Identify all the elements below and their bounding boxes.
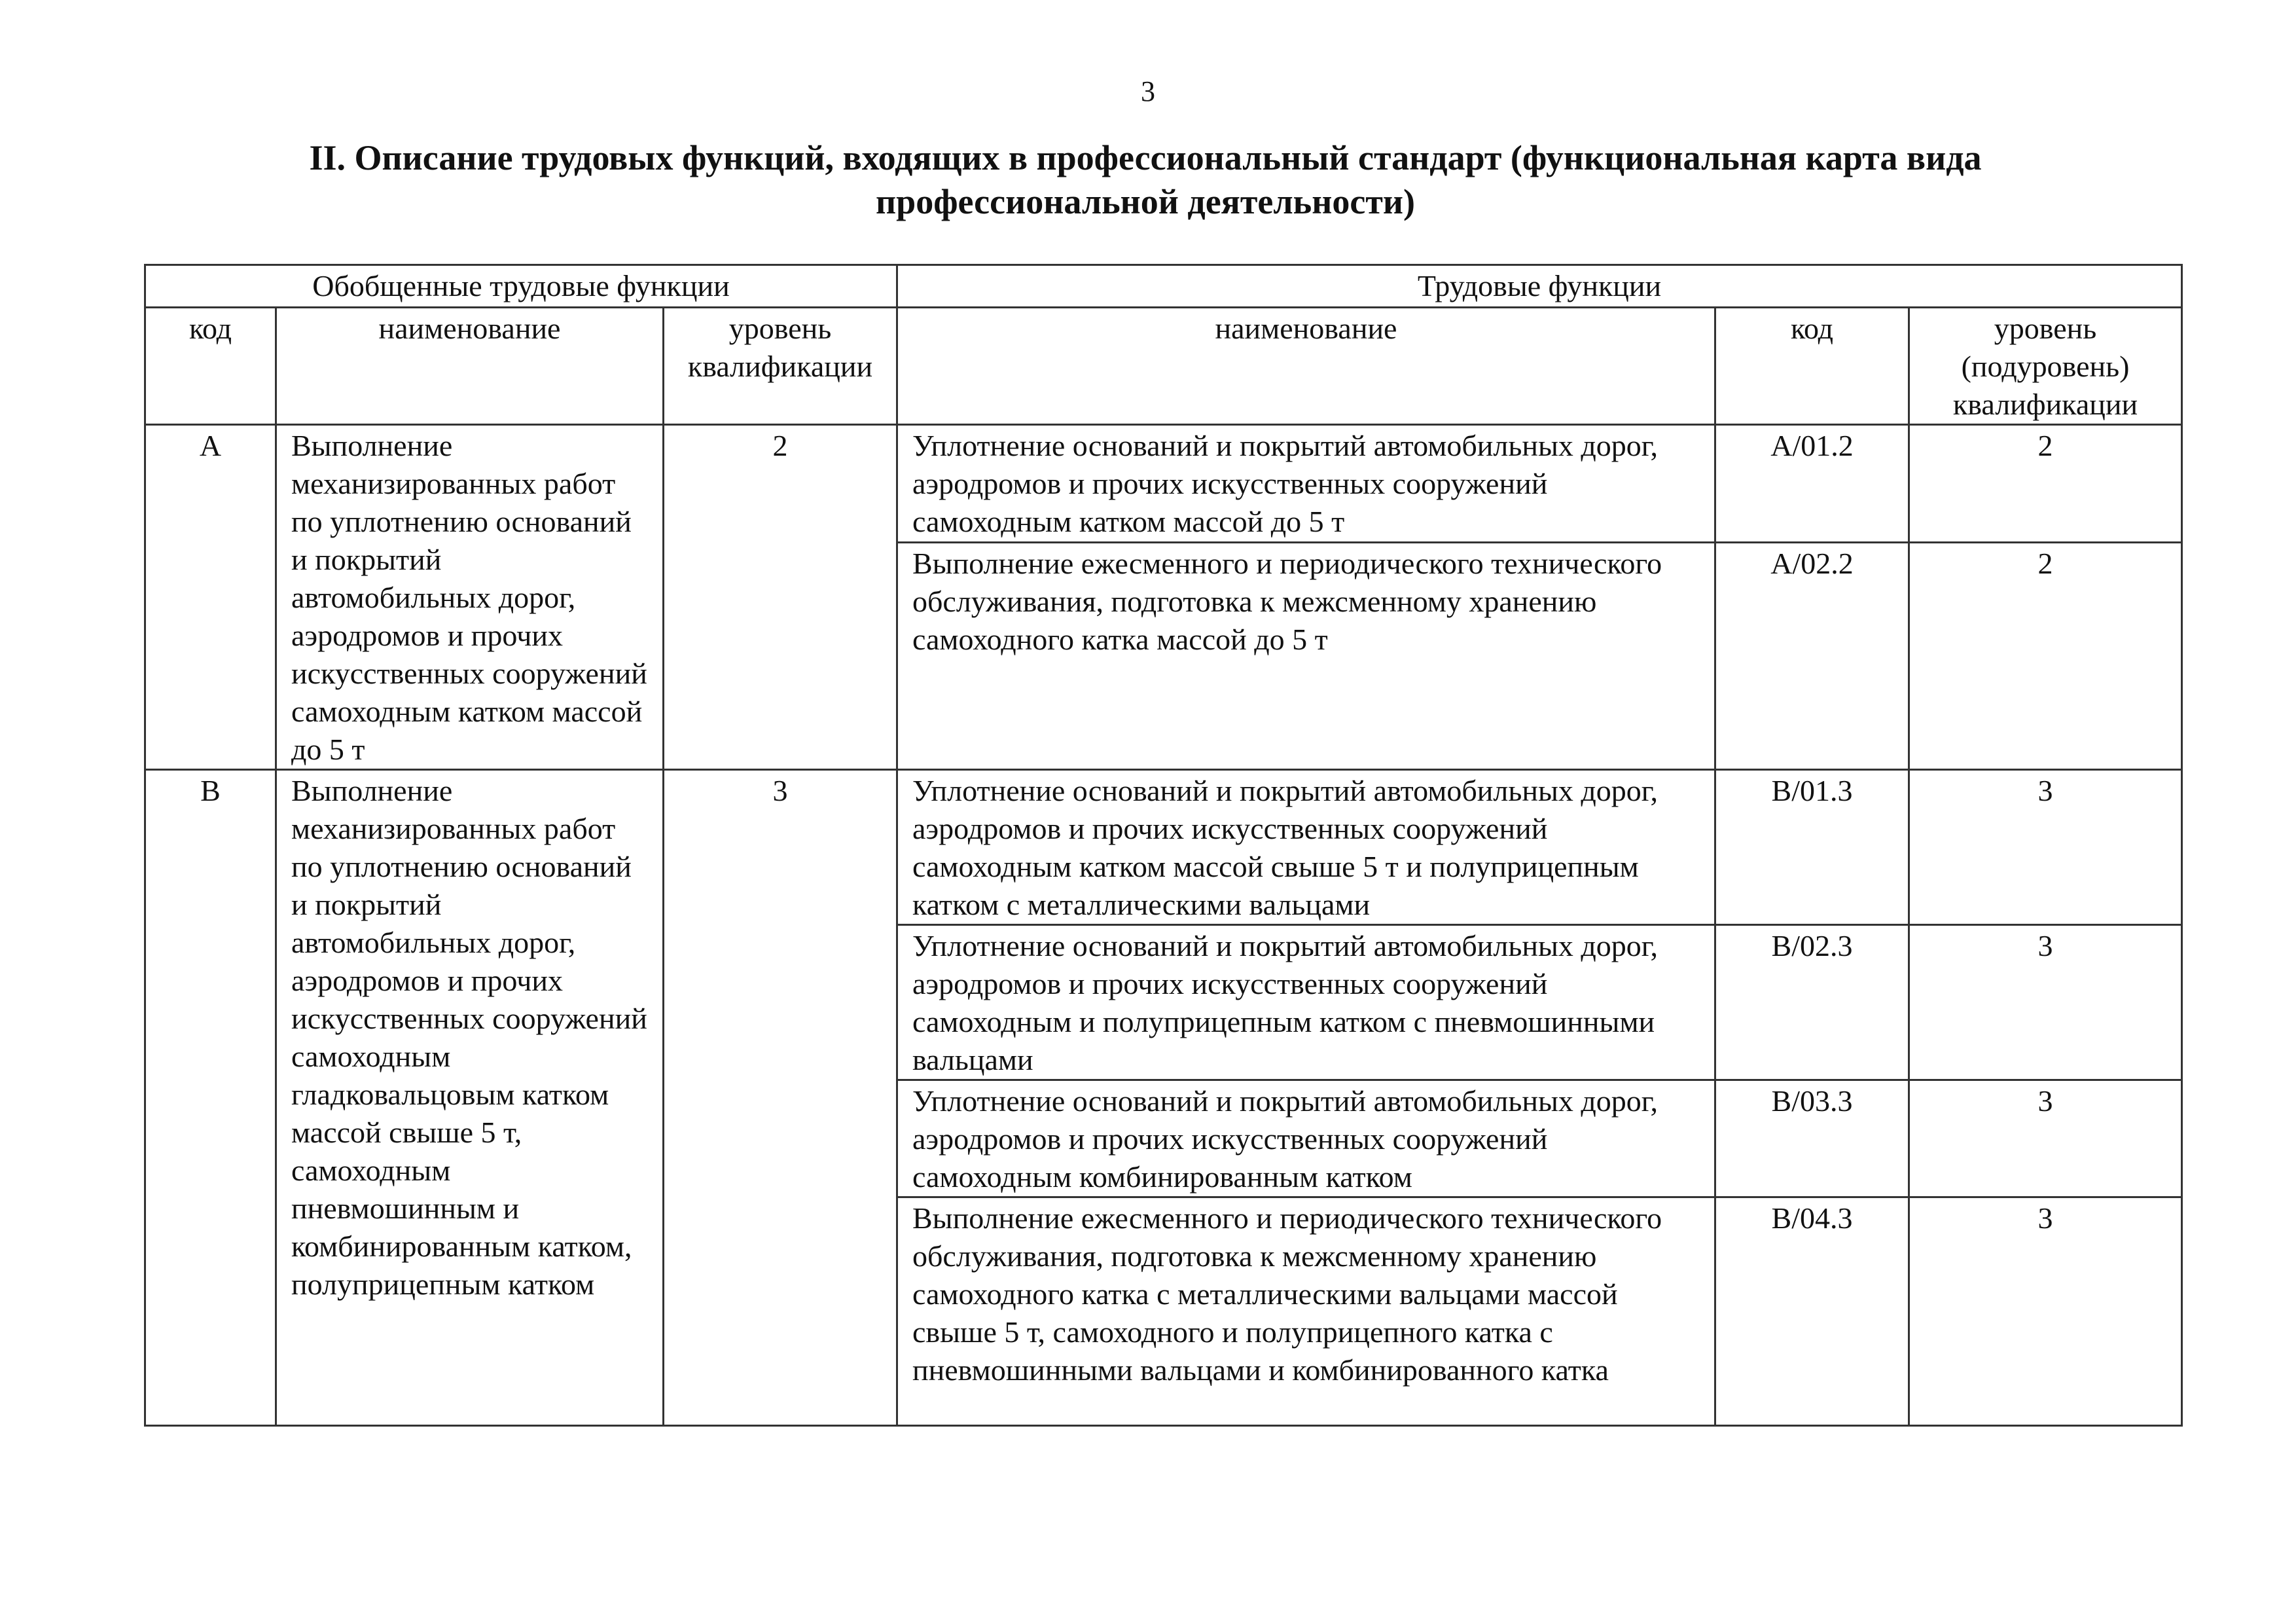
function-level-cell: 3	[1909, 925, 2182, 1080]
function-level-cell: 3	[1909, 1080, 2182, 1197]
function-code-cell: B/01.3	[1715, 770, 1909, 925]
function-name-cell: Уплотнение оснований и покрытий автомобильных дорог, аэродромов и прочих искусственных сооружений самоходным и полуприцепным катком с пневмошинными вальцами	[897, 925, 1715, 1080]
function-level-cell: 2	[1909, 543, 2182, 770]
function-name-cell: Уплотнение оснований и покрытий автомобильных дорог, аэродромов и прочих искусственных сооружений самоходным катком массой свыше 5 т и полуприцепным катком с металлическими вальцами	[897, 770, 1715, 925]
group-code-cell: A	[145, 425, 276, 770]
section-title-line-1: II. Описание трудовых функций, входящих в профессиональный стандарт (функциональная карта вида	[309, 138, 1982, 177]
table-row	[145, 770, 2182, 925]
function-level-cell: 2	[1909, 425, 2182, 543]
generalized-functions-header: Обобщенные трудовые функции	[145, 265, 897, 308]
function-level-cell: 3	[1909, 1197, 2182, 1426]
column-header-row	[145, 308, 2182, 425]
gen-name-header: наименование	[276, 308, 664, 425]
function-code-cell: A/01.2	[1715, 425, 1909, 543]
function-name-cell: Выполнение ежесменного и периодического технического обслуживания, подготовка к межсменному хранению самоходного катка с металлическими вальцами массой свыше 5 т, самоходного и полуприцепного катка с пневмошинными вальцами и комбинированного катка	[897, 1197, 1715, 1426]
section-title	[196, 136, 2094, 224]
group-name-cell: Выполнение механизированных работ по уплотнению оснований и покрытий автомобильных дорог, аэродромов и прочих искусственных сооружений самоходным гладковальцовым катком массой свыше 5 т, самоходным пневмошинным и комбинированным катком, полуприцепным катком	[276, 770, 664, 1426]
function-code-cell: B/02.3	[1715, 925, 1909, 1080]
gen-level-header: уровень квалификации	[664, 308, 897, 425]
table-row	[145, 425, 2182, 543]
function-level-cell: 3	[1909, 770, 2182, 925]
gen-code-header: код	[145, 308, 276, 425]
group-header-row	[145, 265, 2182, 308]
labor-functions-header: Трудовые функции	[897, 265, 2182, 308]
group-name-cell: Выполнение механизированных работ по уплотнению оснований и покрытий автомобильных дорог, аэродромов и прочих искусственных сооружений самоходным катком массой до 5 т	[276, 425, 664, 770]
group-level-cell: 2	[664, 425, 897, 770]
function-name-cell: Уплотнение оснований и покрытий автомобильных дорог, аэродромов и прочих искусственных сооружений самоходным катком массой до 5 т	[897, 425, 1715, 543]
functional-map-table	[144, 264, 2183, 1427]
fn-name-header: наименование	[897, 308, 1715, 425]
group-level-cell: 3	[664, 770, 897, 1426]
fn-level-header: уровень (подуровень) квалификации	[1909, 308, 2182, 425]
function-code-cell: B/03.3	[1715, 1080, 1909, 1197]
group-code-cell: B	[145, 770, 276, 1426]
function-name-cell: Выполнение ежесменного и периодического технического обслуживания, подготовка к межсменному хранению самоходного катка массой до 5 т	[897, 543, 1715, 770]
section-title-line-2: профессиональной деятельности)	[876, 182, 1415, 221]
function-code-cell: A/02.2	[1715, 543, 1909, 770]
function-name-cell: Уплотнение оснований и покрытий автомобильных дорог, аэродромов и прочих искусственных сооружений самоходным комбинированным катком	[897, 1080, 1715, 1197]
fn-code-header: код	[1715, 308, 1909, 425]
page-number: 3	[1141, 75, 1155, 107]
function-code-cell: B/04.3	[1715, 1197, 1909, 1426]
